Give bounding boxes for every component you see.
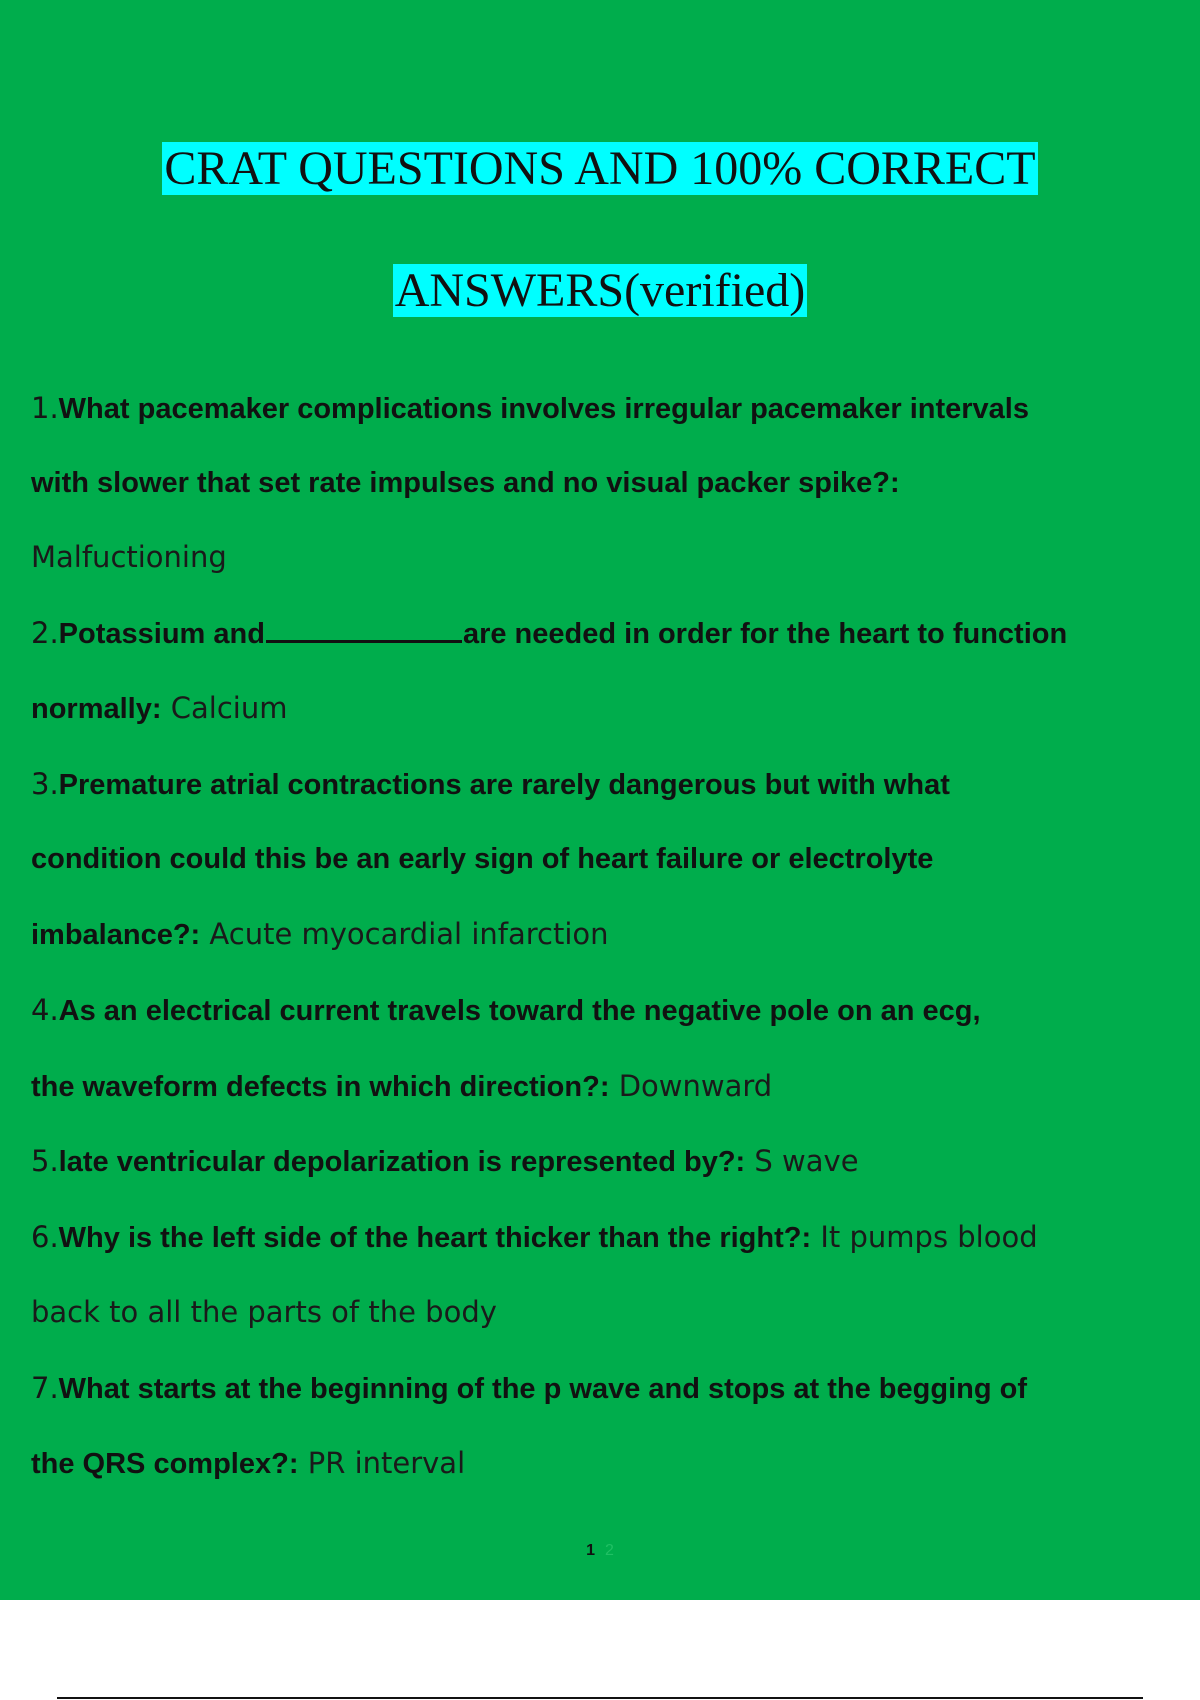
footer-divider xyxy=(57,1697,1143,1699)
title-text-1: CRAT QUESTIONS AND 100% CORRECT xyxy=(164,142,1036,195)
question-number: 4. xyxy=(31,993,59,1027)
title-line-2 xyxy=(0,262,1200,320)
question-line xyxy=(31,463,900,503)
question-text: What pacemaker complications involves irregular pacemaker intervals xyxy=(58,393,1029,425)
fill-in-blank xyxy=(266,616,462,643)
question-text: are needed in order for the heart to function xyxy=(462,618,1068,650)
question-text: Potassium and xyxy=(58,618,265,650)
answer-text: Downward xyxy=(609,1069,773,1103)
question-text: the QRS complex?: xyxy=(31,1448,299,1480)
question-line xyxy=(31,613,1067,653)
question-text: normally: xyxy=(31,693,162,725)
answer-line xyxy=(31,1292,497,1332)
question-text: with slower that set rate impulses and no visual packer spike?: xyxy=(31,467,900,499)
answer-line xyxy=(31,537,227,577)
question-line xyxy=(31,1066,772,1106)
question-number: 5. xyxy=(31,1144,59,1178)
page-number-faint: 2 xyxy=(605,1542,614,1559)
question-line xyxy=(31,839,933,879)
title-line-1 xyxy=(0,140,1200,198)
question-number: 3. xyxy=(31,767,59,801)
page-number-current: 1 xyxy=(586,1542,595,1559)
title-text-2: ANSWERS(verified) xyxy=(394,264,806,317)
answer-text: Malfuctioning xyxy=(31,540,227,574)
answer-text: back to all the parts of the body xyxy=(31,1295,497,1329)
question-line xyxy=(31,990,981,1030)
question-text: imbalance?: xyxy=(31,919,201,951)
question-number: 6. xyxy=(31,1220,59,1254)
question-number: 1. xyxy=(31,391,59,425)
question-text: As an electrical current travels toward the negative pole on an ecg, xyxy=(58,995,981,1027)
answer-text: S wave xyxy=(745,1144,859,1178)
question-line xyxy=(31,914,609,954)
answer-text: It pumps blood xyxy=(811,1220,1038,1254)
question-line xyxy=(31,1368,1027,1408)
question-text: Why is the left side of the heart thicker than the right?: xyxy=(58,1222,812,1254)
question-line xyxy=(31,764,950,804)
question-line xyxy=(31,1217,1038,1257)
question-line xyxy=(31,1141,859,1181)
answer-text: PR interval xyxy=(298,1446,466,1480)
question-text: condition could this be an early sign of heart failure or electrolyte xyxy=(31,843,934,875)
question-text: Premature atrial contractions are rarely dangerous but with what xyxy=(58,769,950,801)
question-line xyxy=(31,1443,465,1483)
question-text: late ventricular depolarization is represented by?: xyxy=(58,1146,746,1178)
question-text: What starts at the beginning of the p wave and stops at the begging of xyxy=(58,1373,1027,1405)
question-text: the waveform defects in which direction?: xyxy=(31,1071,610,1103)
answer-text: Acute myocardial infarction xyxy=(200,917,609,951)
page-number xyxy=(0,1542,1200,1560)
question-number: 2. xyxy=(31,616,59,650)
answer-text: Calcium xyxy=(161,691,288,725)
question-number: 7. xyxy=(31,1371,59,1405)
question-line xyxy=(31,388,1029,428)
question-line xyxy=(31,688,287,728)
